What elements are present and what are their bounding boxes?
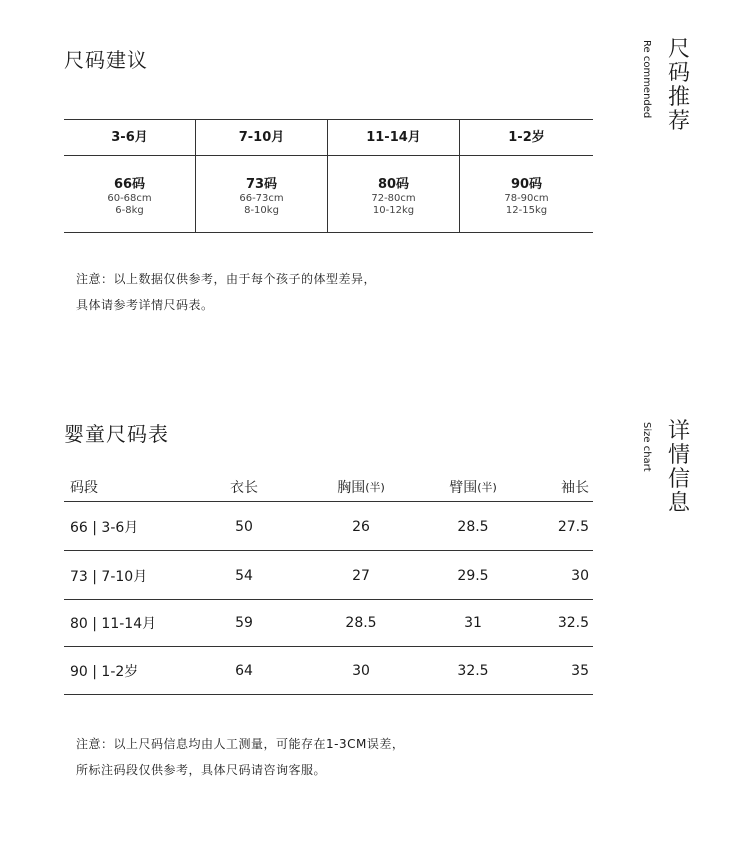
table-row [64, 647, 593, 695]
header-chest-label: 胸围 [337, 479, 366, 496]
height-range: 78-90cm [504, 193, 549, 204]
cell-length: 50 [235, 518, 253, 535]
header-sleeve: 袖长 [561, 479, 589, 496]
cell-arm: 31 [464, 614, 482, 631]
age-range: 1-2岁 [460, 120, 593, 156]
cell-length: 59 [235, 614, 253, 631]
height-range: 72-80cm [371, 193, 416, 204]
age-range: 7-10月 [196, 120, 327, 156]
side-char: 码 [667, 61, 690, 86]
recommended-size: 80码 [377, 177, 410, 192]
table-row [64, 599, 593, 647]
recommended-side-english: Re commended [641, 40, 652, 119]
cell-chest: 27 [352, 567, 370, 584]
size-chart-side-english: Size chart [641, 422, 652, 472]
header-arm-label: 臂围 [449, 479, 478, 496]
cell-arm: 29.5 [457, 567, 489, 584]
size-chart-side-label [666, 420, 692, 516]
weight-range: 6-8kg [115, 205, 144, 216]
side-char: 情 [667, 443, 690, 468]
note-line: 注意：以上数据仅供参考，由于每个孩子的体型差异， [76, 272, 377, 286]
recommendation-column [328, 120, 460, 232]
cell-sleeve: 30 [571, 567, 589, 584]
height-range: 66-73cm [239, 193, 284, 204]
side-char: 详 [667, 419, 690, 444]
size-chart-title: 婴童尺码表 [64, 422, 169, 446]
cell-sleeve: 27.5 [557, 518, 589, 535]
recommendation-note [76, 266, 376, 318]
header-arm-half: (半) [477, 480, 497, 494]
cell-segment: 90 | 1-2岁 [70, 663, 139, 680]
note-line: 所标注码段仅供参考，具体尺码请咨询客服。 [76, 763, 327, 777]
size-chart-header [64, 472, 593, 502]
recommended-size: 66码 [113, 177, 146, 192]
table-row [64, 503, 593, 551]
header-chest [326, 472, 396, 501]
recommendation-column [196, 120, 328, 232]
side-char: 息 [667, 491, 690, 516]
cell-chest: 26 [352, 518, 370, 535]
cell-sleeve: 32.5 [557, 614, 589, 631]
weight-range: 12-15kg [505, 205, 548, 216]
recommendation-column [460, 120, 593, 232]
age-range: 3-6月 [64, 120, 195, 156]
recommendation-table [64, 119, 593, 233]
age-range: 11-14月 [328, 120, 459, 156]
recommended-title: 尺码建议 [64, 48, 148, 72]
cell-arm: 32.5 [457, 662, 489, 679]
side-char: 推 [667, 85, 690, 110]
recommendation-column [64, 120, 196, 232]
cell-length: 64 [235, 662, 253, 679]
cell-segment: 66 | 3-6月 [70, 519, 139, 536]
header-segment: 码段 [70, 479, 98, 496]
cell-segment: 80 | 11-14月 [70, 615, 157, 632]
header-arm [438, 472, 508, 501]
weight-range: 8-10kg [244, 205, 279, 216]
height-range: 60-68cm [107, 193, 152, 204]
cell-segment: 73 | 7-10月 [70, 568, 148, 585]
side-char: 尺 [667, 37, 690, 62]
recommended-side-label [666, 38, 692, 134]
cell-chest: 30 [352, 662, 370, 679]
note-line: 具体请参考详情尺码表。 [76, 298, 214, 312]
header-chest-half: (半) [365, 480, 385, 494]
side-char: 信 [667, 467, 690, 492]
cell-length: 54 [235, 567, 253, 584]
recommended-size: 73码 [245, 177, 278, 192]
table-row [64, 552, 593, 600]
cell-sleeve: 35 [571, 662, 589, 679]
size-chart-note [76, 731, 404, 783]
side-char: 荐 [667, 109, 690, 134]
header-length: 衣长 [230, 479, 258, 496]
recommended-size: 90码 [510, 177, 543, 192]
cell-arm: 28.5 [457, 518, 489, 535]
note-line: 注意：以上尺码信息均由人工测量，可能存在1-3CM误差， [76, 737, 405, 751]
cell-chest: 28.5 [345, 614, 377, 631]
weight-range: 10-12kg [372, 205, 415, 216]
